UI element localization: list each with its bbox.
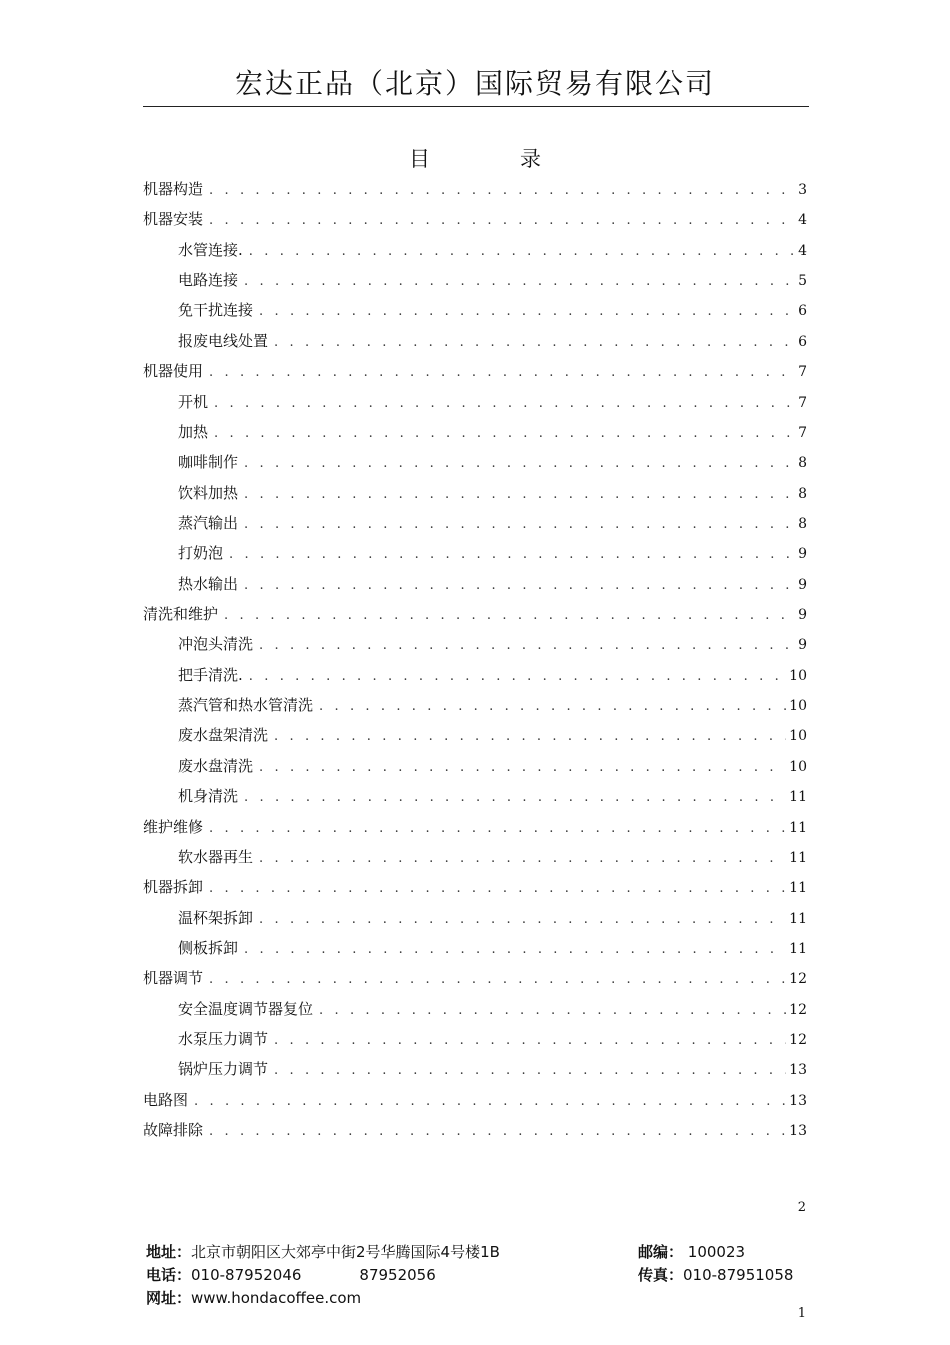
postcode-group — [638, 1241, 745, 1264]
toc-entry[interactable] — [143, 447, 807, 477]
toc-dot-leader — [274, 722, 786, 752]
toc-entry[interactable] — [143, 599, 807, 629]
phone-value-2: 87952056 — [359, 1266, 436, 1284]
toc-dot-leader — [319, 996, 786, 1026]
fax-label: 传真： — [638, 1266, 684, 1284]
toc-entry-title: 机器拆卸 — [143, 878, 204, 897]
toc-dot-leader — [214, 419, 795, 449]
toc-entry-page-number: 10 — [789, 667, 807, 684]
toc-dot-leader — [274, 1056, 786, 1086]
address-value: 北京市朝阳区大郊亭中街2号华腾国际4号楼1B — [191, 1243, 500, 1261]
page-number-top: 2 — [797, 1200, 806, 1215]
toc-entry[interactable] — [143, 963, 807, 993]
footer-row-address — [146, 1241, 806, 1264]
footer-row-website — [146, 1287, 806, 1310]
toc-entry[interactable] — [143, 265, 807, 295]
footer-row-phone — [146, 1264, 806, 1287]
toc-entry[interactable] — [143, 478, 807, 508]
toc-dot-leader — [244, 449, 795, 479]
toc-entry-page-number: 7 — [798, 394, 807, 411]
toc-entry[interactable] — [143, 751, 807, 781]
toc-entry-title: 侧板拆卸 — [178, 938, 239, 957]
toc-entry-page-number: 7 — [798, 364, 807, 381]
website-link[interactable]: www.hondacoffee.com — [191, 1289, 362, 1307]
toc-entry-page-number: 12 — [789, 1001, 807, 1018]
toc-entry[interactable] — [143, 417, 807, 447]
toc-entry-page-number: 12 — [789, 971, 807, 988]
toc-title — [0, 143, 950, 173]
toc-entry-page-number: 11 — [789, 910, 807, 927]
toc-entry-title: 冲泡头清洗 — [178, 635, 254, 654]
toc-dot-leader — [194, 1087, 786, 1117]
toc-entry-title: 安全温度调节器复位 — [178, 999, 314, 1018]
toc-entry-title: 把手清洗. — [178, 665, 243, 684]
toc-entry[interactable] — [143, 204, 807, 234]
toc-entry[interactable] — [143, 720, 807, 750]
toc-entry-page-number: 11 — [789, 819, 807, 836]
toc-dot-leader — [259, 753, 786, 783]
toc-entry-title: 热水输出 — [178, 574, 239, 593]
phone-label: 电话： — [146, 1266, 192, 1284]
toc-dot-leader — [209, 206, 795, 236]
toc-entry-page-number: 6 — [798, 333, 807, 350]
toc-entry-page-number: 5 — [798, 273, 807, 290]
toc-entry-title: 咖啡制作 — [178, 453, 239, 472]
toc-entry[interactable] — [143, 872, 807, 902]
toc-entry-title: 故障排除 — [143, 1121, 204, 1140]
toc-entry-title: 机器调节 — [143, 969, 204, 988]
toc-entry-title: 维护维修 — [143, 817, 204, 836]
toc-dot-leader — [244, 783, 786, 813]
toc-entry-page-number: 3 — [798, 182, 807, 198]
toc-entry[interactable] — [143, 569, 807, 599]
toc-entry[interactable] — [143, 1024, 807, 1054]
toc-entry-page-number: 9 — [798, 637, 807, 654]
toc-entry[interactable] — [143, 842, 807, 872]
toc-dot-leader — [249, 662, 786, 692]
toc-entry[interactable] — [143, 629, 807, 659]
toc-entry-page-number: 7 — [798, 424, 807, 441]
toc-entry[interactable] — [143, 387, 807, 417]
toc-dot-leader — [244, 935, 786, 965]
toc-dot-leader — [259, 844, 786, 874]
toc-dot-leader — [259, 631, 795, 661]
toc-entry[interactable] — [143, 356, 807, 386]
toc-entry-page-number: 11 — [789, 789, 807, 806]
toc-entry-title: 废水盘清洗 — [178, 756, 254, 775]
toc-dot-leader — [244, 267, 795, 297]
toc-entry-title: 水泵压力调节 — [178, 1030, 269, 1049]
toc-entry[interactable] — [143, 1085, 807, 1115]
toc-entry-page-number: 10 — [789, 728, 807, 745]
toc-dot-leader — [209, 874, 786, 904]
toc-entry-title: 清洗和维护 — [143, 605, 219, 624]
postcode-label: 邮编： — [638, 1243, 684, 1261]
toc-entry[interactable] — [143, 295, 807, 325]
toc-entry[interactable] — [143, 660, 807, 690]
fax-group — [638, 1264, 793, 1287]
toc-entry-title: 电路图 — [143, 1090, 189, 1109]
toc-dot-leader — [224, 601, 795, 631]
toc-dot-leader — [244, 571, 795, 601]
toc-entry[interactable] — [143, 1115, 807, 1145]
toc-entry-page-number: 8 — [798, 515, 807, 532]
toc-dot-leader — [209, 176, 795, 206]
toc-dot-leader — [249, 237, 795, 267]
table-of-contents — [143, 174, 807, 1146]
toc-dot-leader — [274, 328, 795, 358]
fax-value: 010-87951058 — [683, 1266, 794, 1284]
toc-dot-leader — [209, 358, 795, 388]
toc-entry-title: 蒸汽管和热水管清洗 — [178, 696, 314, 715]
toc-dot-leader — [214, 389, 795, 419]
toc-entry-page-number: 11 — [789, 880, 807, 897]
toc-entry-title: 温杯架拆卸 — [178, 908, 254, 927]
toc-entry-title: 饮料加热 — [178, 483, 239, 502]
toc-entry[interactable] — [143, 933, 807, 963]
toc-entry-title: 打奶泡 — [178, 544, 224, 563]
toc-entry-page-number: 9 — [798, 607, 807, 624]
toc-entry-title: 机器安装 — [143, 210, 204, 229]
toc-entry-page-number: 13 — [789, 1123, 807, 1140]
toc-entry[interactable] — [143, 174, 807, 204]
toc-entry-title: 电路连接 — [178, 271, 239, 290]
toc-entry[interactable] — [143, 235, 807, 265]
toc-entry[interactable] — [143, 538, 807, 568]
phone-value-1: 010-87952046 — [191, 1266, 302, 1284]
toc-entry-title: 机器使用 — [143, 362, 204, 381]
toc-entry-page-number: 4 — [798, 212, 807, 229]
toc-entry[interactable] — [143, 812, 807, 842]
company-header: 宏达正品（北京）国际贸易有限公司 — [234, 67, 715, 100]
toc-dot-leader — [259, 297, 795, 327]
toc-entry[interactable] — [143, 690, 807, 720]
toc-entry[interactable] — [143, 1054, 807, 1084]
toc-entry-title: 蒸汽输出 — [178, 513, 239, 532]
website-label: 网址： — [146, 1289, 192, 1307]
toc-entry[interactable] — [143, 508, 807, 538]
toc-entry-title: 水管连接. — [178, 240, 243, 259]
toc-entry-page-number: 10 — [789, 698, 807, 715]
toc-entry-title: 锅炉压力调节 — [178, 1060, 269, 1079]
toc-entry-title: 软水器再生 — [178, 847, 254, 866]
toc-entry[interactable] — [143, 994, 807, 1024]
toc-dot-leader — [244, 480, 795, 510]
toc-entry-page-number: 9 — [798, 546, 807, 563]
toc-dot-leader — [209, 814, 786, 844]
toc-entry-page-number: 6 — [798, 303, 807, 320]
toc-entry-page-number: 10 — [789, 758, 807, 775]
toc-entry[interactable] — [143, 326, 807, 356]
toc-entry-title: 免干扰连接 — [178, 301, 254, 320]
toc-entry-page-number: 9 — [798, 576, 807, 593]
toc-entry-page-number: 8 — [798, 485, 807, 502]
toc-dot-leader — [274, 1026, 786, 1056]
toc-dot-leader — [209, 965, 786, 995]
toc-entry-title: 开机 — [178, 392, 209, 411]
page-number-bottom: 1 — [797, 1306, 806, 1321]
toc-title-left: 目 — [409, 147, 430, 171]
footer-contact — [146, 1241, 806, 1310]
toc-title-right: 录 — [520, 147, 541, 171]
toc-entry-page-number: 11 — [789, 940, 807, 957]
toc-entry-page-number: 11 — [789, 849, 807, 866]
toc-entry-page-number: 12 — [789, 1032, 807, 1049]
toc-entry[interactable] — [143, 781, 807, 811]
toc-dot-leader — [209, 1117, 786, 1147]
toc-entry-page-number: 13 — [789, 1062, 807, 1079]
postcode-value: 100023 — [687, 1243, 746, 1261]
toc-dot-leader — [319, 692, 786, 722]
toc-entry-page-number: 13 — [789, 1092, 807, 1109]
toc-entry-title: 机器构造 — [143, 180, 204, 198]
toc-entry-title: 废水盘架清洗 — [178, 726, 269, 745]
toc-dot-leader — [259, 905, 786, 935]
toc-entry-page-number: 4 — [798, 242, 807, 259]
toc-entry-title: 报废电线处置 — [178, 331, 269, 350]
toc-entry-title: 加热 — [178, 422, 209, 441]
toc-dot-leader — [229, 540, 795, 570]
toc-dot-leader — [244, 510, 795, 540]
address-label: 地址： — [146, 1243, 192, 1261]
header-rule — [143, 106, 809, 107]
toc-entry[interactable] — [143, 903, 807, 933]
toc-entry-page-number: 8 — [798, 455, 807, 472]
toc-entry-title: 机身清洗 — [178, 787, 239, 806]
